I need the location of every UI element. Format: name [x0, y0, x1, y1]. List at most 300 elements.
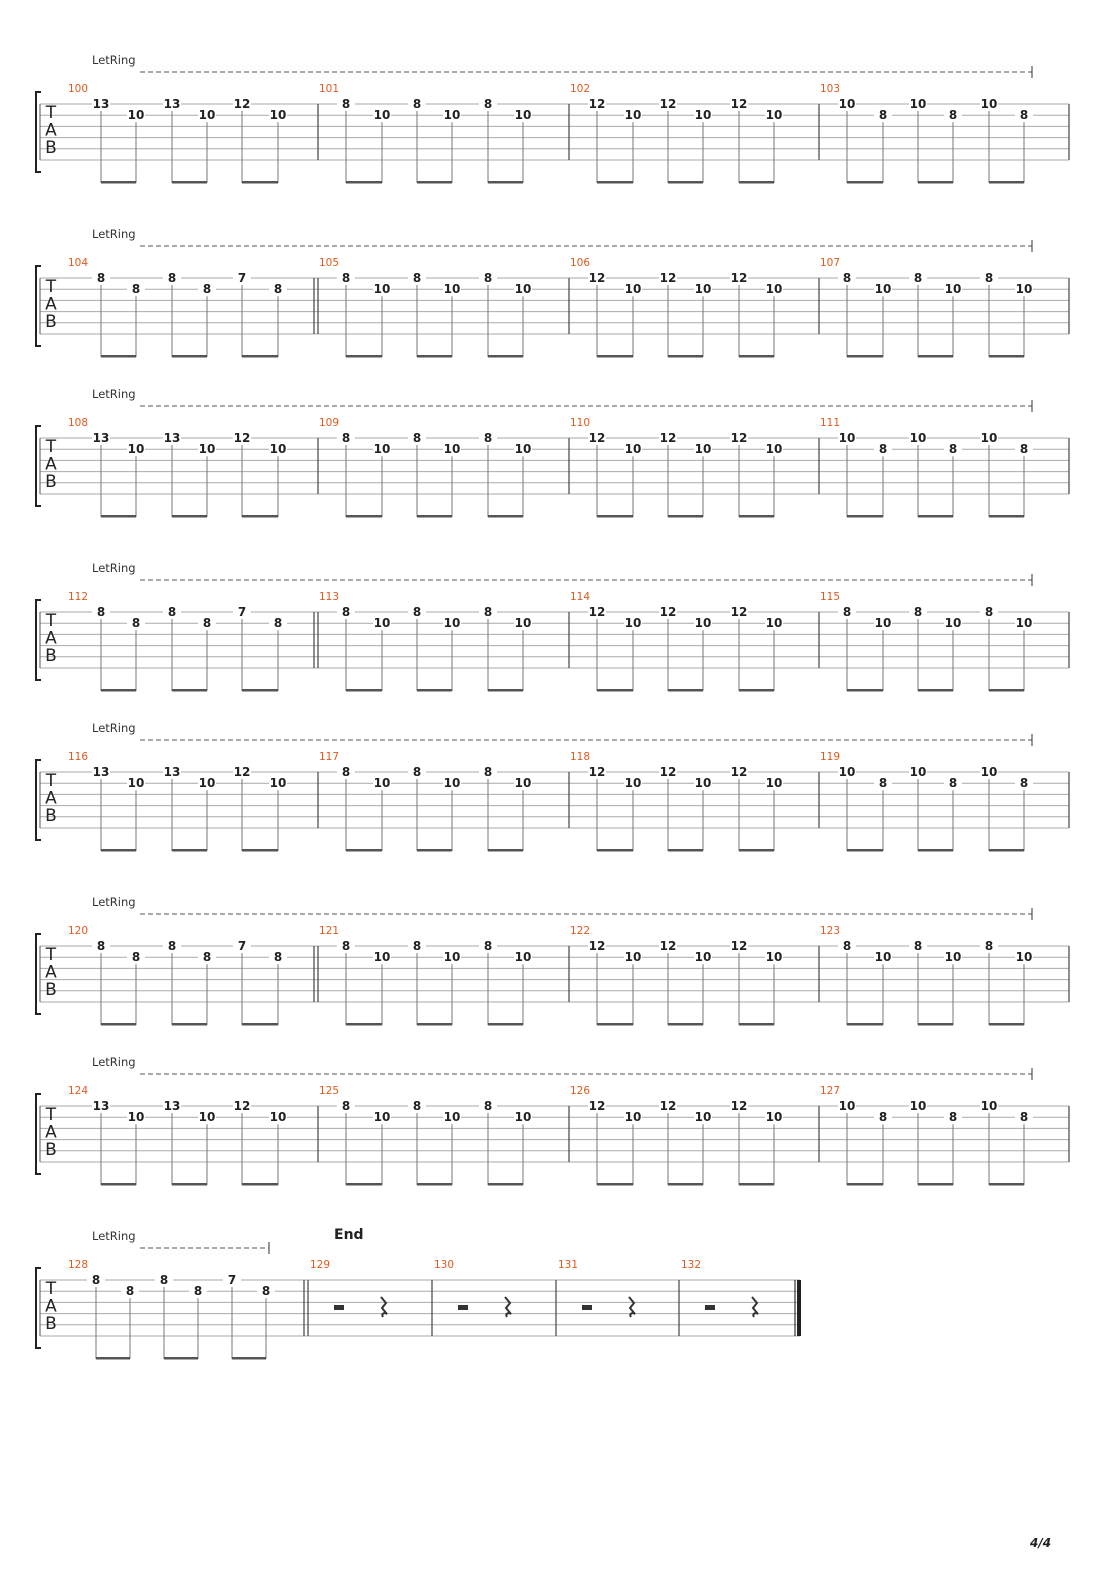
note-beam — [918, 849, 953, 852]
note-beam — [164, 1357, 198, 1360]
fret-number: 10 — [838, 97, 856, 111]
fret-number: 10 — [443, 1110, 461, 1125]
fret-number: 10 — [765, 442, 783, 457]
note-beam — [242, 515, 278, 518]
note-beam — [101, 1183, 136, 1186]
fret-number: 12 — [588, 765, 606, 779]
fret-number: 7 — [227, 1273, 237, 1287]
note-beam — [597, 515, 633, 518]
measure-number: 119 — [820, 751, 841, 763]
measure-number: 100 — [68, 83, 89, 95]
note-beam — [346, 689, 382, 692]
note-beam — [101, 849, 136, 852]
note-beam — [242, 181, 278, 184]
fret-number: 8 — [261, 1284, 271, 1299]
note-beam — [232, 1357, 266, 1360]
note-beam — [597, 1023, 633, 1026]
measure-number: 104 — [68, 257, 89, 269]
note-beam — [417, 515, 452, 518]
fret-number: 8 — [273, 282, 283, 297]
note-beam — [739, 1023, 774, 1026]
fret-number: 12 — [588, 939, 606, 953]
fret-number: 12 — [588, 431, 606, 445]
measure-number: 125 — [319, 1085, 340, 1097]
measure-number: 112 — [68, 591, 89, 603]
fret-number: 8 — [341, 765, 351, 779]
fret-number: 10 — [624, 616, 642, 631]
note-beam — [739, 1183, 774, 1186]
note-beam — [668, 181, 703, 184]
note-beam — [847, 515, 883, 518]
fret-number: 10 — [694, 616, 712, 631]
fret-number: 10 — [765, 776, 783, 791]
measure-number: 113 — [319, 591, 340, 603]
fret-number: 7 — [237, 605, 247, 619]
let-ring-label: LetRing — [92, 53, 136, 67]
fret-number: 10 — [694, 442, 712, 457]
fret-number: 10 — [198, 108, 216, 123]
note-beam — [668, 849, 703, 852]
fret-number: 10 — [127, 776, 145, 791]
fret-number: 8 — [273, 616, 283, 631]
fret-number: 8 — [1019, 1110, 1029, 1125]
fret-number: 10 — [514, 616, 532, 631]
fret-number: 10 — [944, 950, 962, 965]
fret-number: 12 — [659, 271, 677, 285]
fret-number: 10 — [694, 282, 712, 297]
note-beam — [172, 355, 207, 358]
fret-number: 7 — [237, 939, 247, 953]
measure-number: 116 — [68, 751, 89, 763]
fret-number: 12 — [659, 605, 677, 619]
measure-number: 123 — [820, 925, 841, 937]
fret-number: 8 — [202, 616, 212, 631]
note-beam — [417, 355, 452, 358]
fret-number: 8 — [483, 765, 493, 779]
let-ring-label: LetRing — [92, 1229, 136, 1243]
fret-number: 8 — [483, 939, 493, 953]
fret-number: 8 — [913, 271, 923, 285]
fret-number: 10 — [765, 1110, 783, 1125]
quarter-rest — [629, 1297, 635, 1317]
final-barline-thick — [797, 1280, 801, 1336]
fret-number: 10 — [514, 776, 532, 791]
tab-clef-letter: B — [45, 980, 57, 1000]
fret-number: 10 — [874, 616, 892, 631]
fret-number: 12 — [730, 939, 748, 953]
measure-number: 122 — [570, 925, 591, 937]
note-beam — [242, 689, 278, 692]
fret-number: 10 — [514, 950, 532, 965]
fret-number: 12 — [730, 765, 748, 779]
fret-number: 10 — [127, 108, 145, 123]
measure-number: 109 — [319, 417, 340, 429]
fret-number: 8 — [412, 431, 422, 445]
note-beam — [847, 1183, 883, 1186]
fret-number: 12 — [659, 1099, 677, 1113]
fret-number: 12 — [730, 1099, 748, 1113]
fret-number: 8 — [984, 271, 994, 285]
measure-number: 132 — [681, 1259, 702, 1271]
fret-number: 10 — [624, 108, 642, 123]
fret-number: 10 — [373, 282, 391, 297]
note-beam — [847, 355, 883, 358]
fret-number: 10 — [1015, 616, 1033, 631]
note-beam — [172, 1183, 207, 1186]
measure-number: 131 — [558, 1259, 579, 1271]
note-beam — [346, 181, 382, 184]
fret-number: 13 — [92, 431, 110, 445]
fret-number: 8 — [948, 442, 958, 457]
fret-number: 8 — [878, 442, 888, 457]
end-label: End — [334, 1227, 364, 1243]
note-beam — [989, 515, 1024, 518]
tab-clef-letter: A — [45, 120, 57, 141]
note-beam — [989, 1183, 1024, 1186]
note-beam — [668, 355, 703, 358]
fret-number: 10 — [838, 431, 856, 445]
fret-number: 10 — [765, 282, 783, 297]
fret-number: 8 — [412, 765, 422, 779]
fret-number: 12 — [233, 1099, 251, 1113]
fret-number: 10 — [269, 442, 287, 457]
note-beam — [172, 181, 207, 184]
tab-clef-letter: B — [45, 472, 57, 492]
measure-number: 110 — [570, 417, 591, 429]
note-beam — [488, 849, 523, 852]
fret-number: 13 — [92, 1099, 110, 1113]
note-beam — [346, 1183, 382, 1186]
note-beam — [172, 849, 207, 852]
fret-number: 10 — [269, 1110, 287, 1125]
fret-number: 8 — [412, 271, 422, 285]
measure-number: 108 — [68, 417, 89, 429]
fret-number: 12 — [730, 97, 748, 111]
let-ring-label: LetRing — [92, 227, 136, 241]
fret-number: 10 — [514, 108, 532, 123]
note-beam — [488, 689, 523, 692]
note-beam — [242, 849, 278, 852]
fret-number: 8 — [1019, 108, 1029, 123]
fret-number: 8 — [1019, 442, 1029, 457]
fret-number: 8 — [96, 939, 106, 953]
measure-number: 120 — [68, 925, 89, 937]
fret-number: 10 — [694, 950, 712, 965]
fret-number: 10 — [944, 282, 962, 297]
fret-number: 10 — [874, 950, 892, 965]
fret-number: 8 — [167, 939, 177, 953]
fret-number: 10 — [624, 950, 642, 965]
fret-number: 10 — [127, 442, 145, 457]
fret-number: 8 — [483, 1099, 493, 1113]
note-beam — [668, 1183, 703, 1186]
fret-number: 13 — [163, 765, 181, 779]
fret-number: 8 — [202, 282, 212, 297]
note-beam — [847, 689, 883, 692]
note-beam — [346, 1023, 382, 1026]
fret-number: 8 — [96, 605, 106, 619]
quarter-rest — [505, 1297, 511, 1317]
fret-number: 10 — [198, 776, 216, 791]
fret-number: 12 — [233, 431, 251, 445]
fret-number: 10 — [127, 1110, 145, 1125]
fret-number: 10 — [909, 97, 927, 111]
note-beam — [417, 181, 452, 184]
note-beam — [242, 355, 278, 358]
note-beam — [417, 1183, 452, 1186]
fret-number: 12 — [730, 605, 748, 619]
fret-number: 8 — [412, 605, 422, 619]
fret-number: 10 — [694, 108, 712, 123]
note-beam — [101, 689, 136, 692]
measure-number: 111 — [820, 417, 841, 429]
note-beam — [417, 849, 452, 852]
fret-number: 10 — [373, 950, 391, 965]
note-beam — [668, 515, 703, 518]
fret-number: 10 — [269, 776, 287, 791]
fret-number: 13 — [92, 765, 110, 779]
note-beam — [989, 1023, 1024, 1026]
fret-number: 12 — [588, 605, 606, 619]
measure-number: 106 — [570, 257, 591, 269]
measure-number: 127 — [820, 1085, 841, 1097]
fret-number: 8 — [131, 282, 141, 297]
fret-number: 8 — [125, 1284, 135, 1299]
fret-number: 8 — [341, 97, 351, 111]
fret-number: 10 — [765, 108, 783, 123]
tab-clef-letter: A — [45, 454, 57, 475]
fret-number: 8 — [167, 605, 177, 619]
fret-number: 10 — [373, 108, 391, 123]
fret-number: 12 — [233, 97, 251, 111]
note-beam — [172, 515, 207, 518]
tab-clef-letter: T — [45, 1279, 57, 1299]
fret-number: 8 — [878, 776, 888, 791]
fret-number: 8 — [341, 1099, 351, 1113]
half-rest — [458, 1305, 468, 1310]
page-number: 4/4 — [1030, 1536, 1052, 1550]
fret-number: 10 — [624, 282, 642, 297]
measure-number: 129 — [310, 1259, 331, 1271]
fret-number: 8 — [948, 108, 958, 123]
let-ring-label: LetRing — [92, 895, 136, 909]
fret-number: 10 — [944, 616, 962, 631]
measure-number: 101 — [319, 83, 340, 95]
fret-number: 8 — [1019, 776, 1029, 791]
let-ring-label: LetRing — [92, 721, 136, 735]
fret-number: 8 — [131, 616, 141, 631]
note-beam — [597, 689, 633, 692]
fret-number: 8 — [412, 939, 422, 953]
note-beam — [739, 515, 774, 518]
fret-number: 8 — [948, 1110, 958, 1125]
fret-number: 8 — [483, 431, 493, 445]
fret-number: 10 — [909, 1099, 927, 1113]
fret-number: 10 — [980, 97, 998, 111]
note-beam — [918, 689, 953, 692]
fret-number: 10 — [514, 1110, 532, 1125]
tab-clef-letter: A — [45, 788, 57, 809]
note-beam — [739, 689, 774, 692]
fret-number: 8 — [341, 939, 351, 953]
measure-number: 118 — [570, 751, 591, 763]
fret-number: 10 — [980, 1099, 998, 1113]
fret-number: 13 — [163, 1099, 181, 1113]
quarter-rest — [752, 1297, 758, 1317]
fret-number: 10 — [514, 442, 532, 457]
note-beam — [597, 1183, 633, 1186]
fret-number: 8 — [412, 97, 422, 111]
fret-number: 10 — [443, 616, 461, 631]
fret-number: 10 — [198, 442, 216, 457]
fret-number: 8 — [483, 271, 493, 285]
fret-number: 10 — [838, 1099, 856, 1113]
tab-clef-letter: A — [45, 962, 57, 983]
fret-number: 10 — [909, 765, 927, 779]
fret-number: 8 — [842, 939, 852, 953]
fret-number: 8 — [913, 605, 923, 619]
note-beam — [346, 515, 382, 518]
note-beam — [847, 1023, 883, 1026]
fret-number: 10 — [874, 282, 892, 297]
note-beam — [346, 849, 382, 852]
note-beam — [488, 1023, 523, 1026]
fret-number: 12 — [730, 271, 748, 285]
measure-number: 114 — [570, 591, 591, 603]
note-beam — [242, 1023, 278, 1026]
fret-number: 8 — [167, 271, 177, 285]
measure-number: 117 — [319, 751, 340, 763]
fret-number: 8 — [202, 950, 212, 965]
measure-number: 128 — [68, 1259, 89, 1271]
measure-number: 115 — [820, 591, 841, 603]
measure-number: 107 — [820, 257, 841, 269]
fret-number: 10 — [1015, 950, 1033, 965]
measure-number: 126 — [570, 1085, 591, 1097]
note-beam — [739, 849, 774, 852]
note-beam — [488, 515, 523, 518]
measure-number: 105 — [319, 257, 340, 269]
fret-number: 8 — [948, 776, 958, 791]
note-beam — [242, 1183, 278, 1186]
fret-number: 12 — [659, 939, 677, 953]
let-ring-label: LetRing — [92, 561, 136, 575]
fret-number: 13 — [163, 431, 181, 445]
fret-number: 12 — [233, 765, 251, 779]
fret-number: 10 — [838, 765, 856, 779]
note-beam — [597, 849, 633, 852]
tab-clef-letter: A — [45, 1296, 57, 1317]
fret-number: 12 — [730, 431, 748, 445]
tab-clef-letter: A — [45, 294, 57, 315]
note-beam — [918, 1183, 953, 1186]
tab-clef-letter: B — [45, 806, 57, 826]
fret-number: 8 — [131, 950, 141, 965]
note-beam — [101, 355, 136, 358]
tab-clef-letter: T — [45, 103, 57, 123]
note-beam — [989, 355, 1024, 358]
note-beam — [918, 515, 953, 518]
fret-number: 10 — [624, 442, 642, 457]
measure-number: 130 — [434, 1259, 455, 1271]
note-beam — [668, 689, 703, 692]
fret-number: 10 — [980, 431, 998, 445]
fret-number: 8 — [96, 271, 106, 285]
tab-clef-letter: B — [45, 1140, 57, 1160]
fret-number: 8 — [159, 1273, 169, 1287]
note-beam — [739, 181, 774, 184]
fret-number: 10 — [443, 108, 461, 123]
tab-clef-letter: A — [45, 1122, 57, 1143]
note-beam — [488, 181, 523, 184]
note-beam — [918, 181, 953, 184]
fret-number: 10 — [909, 431, 927, 445]
tab-clef-letter: T — [45, 1105, 57, 1125]
tab-clef-letter: B — [45, 138, 57, 158]
fret-number: 10 — [443, 282, 461, 297]
note-beam — [101, 515, 136, 518]
fret-number: 8 — [483, 605, 493, 619]
fret-number: 10 — [373, 1110, 391, 1125]
fret-number: 10 — [443, 442, 461, 457]
fret-number: 10 — [694, 1110, 712, 1125]
fret-number: 10 — [198, 1110, 216, 1125]
note-beam — [597, 181, 633, 184]
fret-number: 8 — [842, 271, 852, 285]
fret-number: 8 — [341, 605, 351, 619]
note-beam — [989, 181, 1024, 184]
tab-clef-letter: B — [45, 1314, 57, 1334]
fret-number: 8 — [878, 1110, 888, 1125]
tab-clef-letter: A — [45, 628, 57, 649]
note-beam — [417, 1023, 452, 1026]
fret-number: 8 — [412, 1099, 422, 1113]
fret-number: 12 — [659, 765, 677, 779]
note-beam — [918, 1023, 953, 1026]
measure-number: 103 — [820, 83, 841, 95]
fret-number: 10 — [443, 950, 461, 965]
fret-number: 8 — [341, 271, 351, 285]
let-ring-label: LetRing — [92, 387, 136, 401]
note-beam — [172, 1023, 207, 1026]
fret-number: 12 — [588, 1099, 606, 1113]
fret-number: 10 — [980, 765, 998, 779]
note-beam — [847, 849, 883, 852]
half-rest — [582, 1305, 592, 1310]
tab-clef-letter: T — [45, 437, 57, 457]
fret-number: 10 — [624, 776, 642, 791]
note-beam — [172, 689, 207, 692]
note-beam — [847, 181, 883, 184]
note-beam — [597, 355, 633, 358]
fret-number: 8 — [842, 605, 852, 619]
note-beam — [989, 849, 1024, 852]
fret-number: 12 — [659, 97, 677, 111]
fret-number: 10 — [765, 950, 783, 965]
note-beam — [101, 181, 136, 184]
quarter-rest — [381, 1297, 387, 1317]
note-beam — [739, 355, 774, 358]
tab-clef-letter: B — [45, 312, 57, 332]
tab-clef-letter: T — [45, 611, 57, 631]
note-beam — [989, 689, 1024, 692]
note-beam — [346, 355, 382, 358]
half-rest — [705, 1305, 715, 1310]
fret-number: 10 — [694, 776, 712, 791]
note-beam — [918, 355, 953, 358]
let-ring-label: LetRing — [92, 1055, 136, 1069]
note-beam — [488, 355, 523, 358]
